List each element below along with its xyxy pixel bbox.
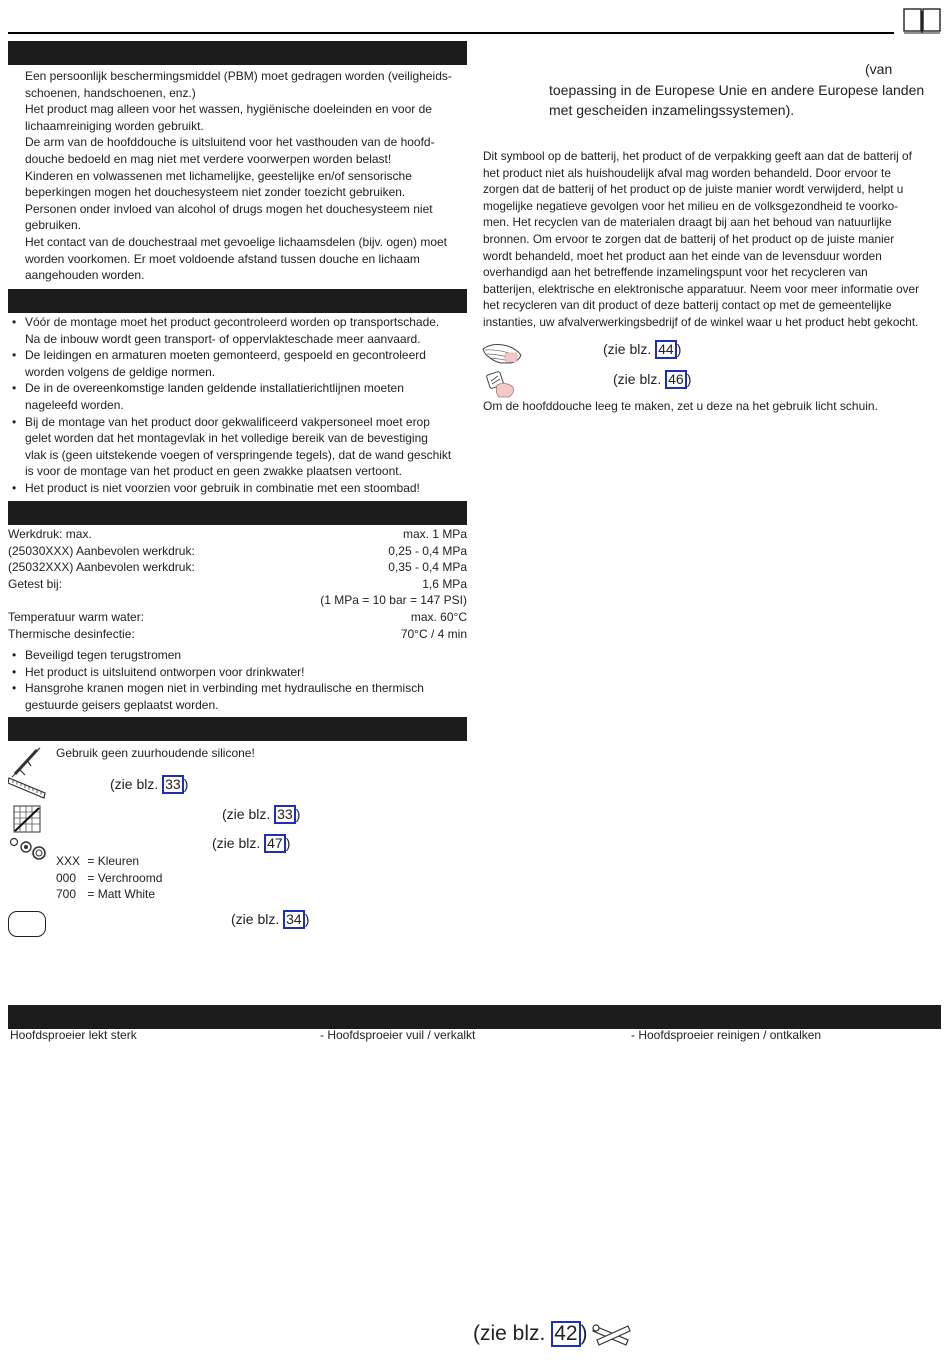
color-name: Kleuren bbox=[97, 854, 140, 868]
trouble-remedy: - Hoofdsproeier reinigen / ontkalken bbox=[631, 1028, 822, 1042]
color-name: Verchroomd bbox=[97, 870, 163, 885]
spec-label: Thermische desinfectie: bbox=[8, 626, 135, 641]
section-bar-mounting bbox=[8, 289, 467, 313]
spec-row bbox=[8, 526, 467, 543]
safety-line: Personen onder invloed van alcohol of drugs mogen het douchesysteem niet bbox=[25, 201, 433, 216]
color-code: 700 bbox=[56, 887, 77, 902]
safety-line: Het contact van de douchestraal met gevoelige lichaamsdelen (bijv. ogen) moet bbox=[25, 234, 448, 249]
technical-item-line: gestuurde geisers geplaatst worden. bbox=[25, 697, 219, 712]
mounting-item bbox=[8, 314, 470, 347]
safety-line: schoenen, handschoenen, enz.) bbox=[25, 85, 196, 100]
mounting-item bbox=[8, 480, 470, 497]
page-link-cleaning[interactable]: 44 bbox=[655, 340, 677, 359]
mounting-item-line: • Het product is niet voorzien voor gebruik in combinatie met een stoombad! bbox=[25, 480, 420, 495]
section-bar-mount-notes bbox=[8, 717, 467, 741]
battery-line: men. Het recyclen van de materialen draagt bij aan het behoud van natuurlijke bbox=[483, 215, 892, 230]
color-code-row bbox=[56, 886, 162, 903]
page-link-parts[interactable]: 47 bbox=[264, 834, 286, 853]
ref-test[interactable]: (zie blz. 34 ) bbox=[231, 911, 310, 927]
safety-line: worden voorkomen. Er moet voldoende afstand tussen douche en lichaam bbox=[25, 251, 420, 266]
technical-item bbox=[8, 647, 470, 664]
silicone-gun-icon bbox=[9, 744, 43, 778]
book-icon bbox=[903, 8, 941, 34]
spec-value: 70°C / 4 min bbox=[400, 626, 467, 641]
mounting-item-line: worden volgens de geldige normen. bbox=[25, 364, 216, 379]
spec-value: 1,6 MPa bbox=[422, 576, 467, 591]
color-eq: = bbox=[87, 870, 95, 885]
color-name: Matt White bbox=[97, 887, 156, 902]
spec-row bbox=[8, 576, 467, 593]
color-eq: = bbox=[87, 887, 95, 902]
spec-value: 0,25 - 0,4 MPa bbox=[388, 543, 467, 558]
spec-row bbox=[8, 559, 467, 576]
ruler-icon bbox=[8, 776, 46, 802]
empty-shower-text: Om de hoofddouche leeg te maken, zet u deze na het gebruik licht schuin. bbox=[483, 399, 878, 413]
battery-disposal-text bbox=[483, 148, 945, 331]
mounting-item-line: • De leidingen en armaturen moeten gemonteerd, gespoeld en gecontroleerd bbox=[25, 348, 426, 363]
mounting-list bbox=[8, 314, 470, 497]
mounting-item-line: • Bij de montage van het product door gekwalificeerd vakpersoneel moet erop bbox=[25, 414, 430, 429]
technical-item bbox=[8, 664, 470, 681]
battery-line: overhandigd aan het betreffende inzamelingspunt voor het recycleren van bbox=[483, 265, 868, 280]
spec-value: max. 60°C bbox=[410, 610, 467, 624]
spec-value: max. 1 MPa bbox=[402, 527, 467, 541]
battery-line: batterijen, elektrische en elektronische apparatuur. Neem voor meer informatie over bbox=[483, 281, 920, 296]
mounting-item-line: nageleefd worden. bbox=[25, 397, 124, 412]
section-bar-technical bbox=[8, 501, 467, 525]
ref-hand[interactable]: (zie blz. 46 ) bbox=[613, 371, 692, 387]
header-rule bbox=[8, 32, 894, 34]
flow-diagram-icon bbox=[13, 805, 41, 833]
ref-cleaning[interactable]: (zie blz. 44 ) bbox=[603, 341, 682, 357]
wrench-icon bbox=[592, 1320, 632, 1348]
color-eq: = bbox=[87, 854, 95, 868]
disposal-eu-text: toepassing in de Europese Unie en andere Europese landen met gescheiden inzamelingssystemen). bbox=[549, 82, 925, 118]
safety-line: douche bedoeld en mag niet met verdere voorwerpen worden belast! bbox=[25, 151, 392, 166]
spec-label: Werkdruk: max. bbox=[8, 527, 92, 541]
spec-row bbox=[8, 626, 467, 643]
mounting-item bbox=[8, 347, 470, 380]
cleaning-agent-icon bbox=[485, 371, 519, 399]
safety-line: Een persoonlijk beschermingsmiddel (PBM) moet gedragen worden (veiligheids- bbox=[25, 69, 452, 83]
ref-dimensions[interactable]: (zie blz. 33 ) bbox=[110, 776, 189, 792]
spec-value: 0,35 - 0,4 MPa bbox=[388, 560, 467, 575]
battery-line: het recycleren van dit product of deze batterij contact op met de gemeentelijke bbox=[483, 298, 892, 313]
trouble-fault: Hoofdsproeier lekt sterk bbox=[10, 1028, 137, 1042]
mounting-item-line: • De in de overeenkomstige landen geldende installatierichtlijnen moeten bbox=[25, 381, 404, 396]
trouble-cause: - Hoofdsproeier vuil / verkalkt bbox=[320, 1028, 476, 1042]
page-link-flow[interactable]: 33 bbox=[274, 805, 296, 824]
battery-line: bronnen. Om ervoor te zorgen dat de batterij of het product op de juiste manier bbox=[483, 231, 895, 246]
safety-line: De arm van de hoofddouche is uitsluitend voor het vasthouden van de hoofd- bbox=[25, 135, 435, 150]
technical-list bbox=[8, 647, 470, 713]
section-bar-troubleshooting bbox=[8, 1005, 941, 1029]
technical-item-line: • Beveiligd tegen terugstromen bbox=[25, 648, 182, 662]
disposal-van: (van bbox=[865, 61, 893, 77]
spec-label: (25032XXX) Aanbevolen werkdruk: bbox=[8, 560, 195, 575]
ref-flow[interactable]: (zie blz. 33 ) bbox=[222, 806, 301, 822]
page-link-test[interactable]: 34 bbox=[283, 910, 305, 929]
safety-line: aangehouden worden. bbox=[25, 268, 145, 283]
color-code-row bbox=[56, 870, 162, 887]
page-link-service[interactable]: 42 bbox=[551, 1321, 580, 1347]
silicone-note: Gebruik geen zuurhoudende silicone! bbox=[56, 746, 255, 760]
spec-value: (1 MPa = 10 bar = 147 PSI) bbox=[320, 593, 467, 608]
color-code: 000 bbox=[56, 870, 77, 885]
mounting-item-line: gelet worden dat het montagevlak in het volledige bereik van de bevestiging bbox=[25, 431, 428, 446]
mounting-item-line: is voor de montage van het product en geen zwakke plaatsen vertoont. bbox=[25, 464, 402, 479]
page-link-dimensions[interactable]: 33 bbox=[162, 775, 184, 794]
safety-text bbox=[25, 68, 470, 284]
color-code-list bbox=[56, 853, 162, 903]
page-link-hand[interactable]: 46 bbox=[665, 370, 687, 389]
safety-line: Het product mag alleen voor het wassen, hygiënische doeleinden en voor de bbox=[25, 102, 432, 117]
spec-row bbox=[8, 543, 467, 560]
spec-row bbox=[8, 609, 467, 626]
color-code: XXX bbox=[56, 854, 81, 868]
mounting-item-line: • Vóór de montage moet het product gecontroleerd worden op transportschade. bbox=[25, 315, 440, 329]
section-bar-safety bbox=[8, 41, 467, 65]
spec-label: Getest bij: bbox=[8, 576, 63, 591]
technical-item-line: • Hansgrohe kranen mogen niet in verbinding met hydraulische en thermisch bbox=[25, 681, 424, 696]
technical-item bbox=[8, 680, 470, 713]
test-seal-icon bbox=[8, 911, 46, 937]
mounting-item bbox=[8, 380, 470, 413]
ref-parts[interactable]: (zie blz. 47 ) bbox=[212, 835, 291, 851]
mounting-item-line: Na de inbouw wordt geen transport- of oppervlakteschade meer aanvaard. bbox=[25, 331, 421, 346]
safety-line: beperkingen mogen het douchesysteem niet zonder toezicht gebruiken. bbox=[25, 185, 406, 200]
battery-line: zorgen dat de batterij of het product op de juiste manier wordt verwijderd, helpt u bbox=[483, 182, 904, 197]
battery-line: mogelijke negatieve gevolgen voor het milieu en de volksgezondheid te voorko- bbox=[483, 198, 899, 213]
color-code-row bbox=[56, 853, 162, 870]
mounting-item bbox=[8, 414, 470, 480]
safety-line: gebruiken. bbox=[25, 218, 82, 233]
safety-line: lichaamreiniging worden gebruikt. bbox=[25, 118, 204, 133]
spec-label: (25030XXX) Aanbevolen werkdruk: bbox=[8, 543, 195, 558]
mounting-item-line: vlak is (geen uitstekende voegen of verspringende tegels), dat de wand geschikt bbox=[25, 447, 452, 462]
battery-line: instanties, uw afvalverwerkingsbedrijf of de winkel waar u het product hebt gekocht. bbox=[483, 314, 919, 329]
technical-item-line: • Het product is uitsluitend ontworpen voor drinkwater! bbox=[25, 664, 305, 679]
ref-service[interactable]: (zie blz. 42 ) bbox=[473, 1322, 588, 1345]
battery-line: wordt behandeld, moet het product aan het einde van de levensduur worden bbox=[483, 248, 882, 263]
spec-label: Temperatuur warm water: bbox=[8, 610, 145, 624]
hand-cleaning-icon bbox=[481, 339, 523, 367]
spec-row bbox=[8, 592, 467, 609]
battery-line: het product niet als huishoudelijk afval mag worden behandeld. Door ervoor te bbox=[483, 165, 891, 180]
spare-parts-icon bbox=[8, 836, 48, 862]
battery-line: Dit symbool op de batterij, het product of de verpakking geeft aan dat de batterij of bbox=[483, 149, 912, 163]
safety-line: Kinderen en volwassenen met lichamelijke, geestelijke en/of sensorische bbox=[25, 168, 412, 183]
